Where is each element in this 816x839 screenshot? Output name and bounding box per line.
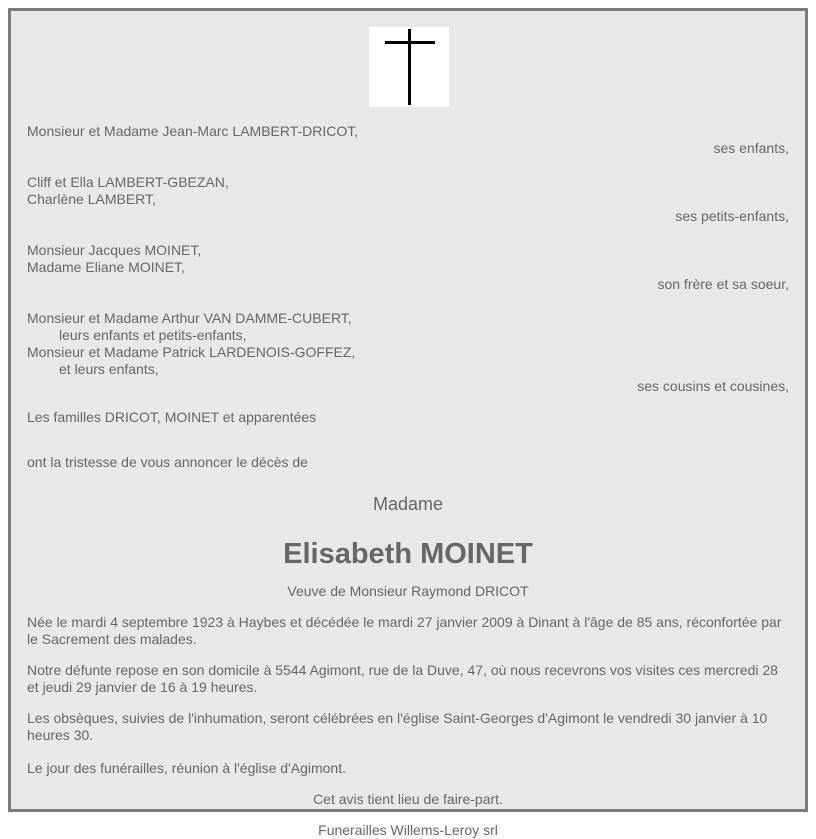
family-role: ses cousins et cousines, [637,378,789,394]
family-line: Monsieur et Madame Patrick LARDENOIS-GOFFEZ, [27,344,356,360]
announce-text: ont la tristesse de vous annoncer le décès de [27,454,308,470]
honorific: Madame [372,494,444,514]
cross-icon [369,27,449,107]
death-notice-card [8,8,808,838]
birth-death-paragraph: Née le mardi 4 septembre 1923 à Haybes et décédée le mardi 27 janvier 2009 à Dinant à l'âge de 85 ans, réconfortée par le Sacrement des malades. [27,614,782,647]
family-line: et leurs enfants, [59,361,159,377]
notice-content [27,123,789,839]
family-role: ses enfants, [713,140,789,156]
funeral-home: Funerailles Willems-Leroy srl [318,822,498,838]
family-line: Monsieur Jacques MOINET, [27,242,202,258]
meeting-paragraph: Le jour des funérailles, réunion à l'église d'Agimont. [27,760,346,776]
family-line: Les familles DRICOT, MOINET et apparentées [27,409,317,425]
family-line: Cliff et Ella LAMBERT-GBEZAN, [27,174,229,190]
family-line: leurs enfants et petits-enfants, [59,327,247,343]
deceased-name: Elisabeth MOINET [283,538,533,570]
family-line: Monsieur et Madame Jean-Marc LAMBERT-DRICOT, [27,123,359,139]
family-role: ses petits-enfants, [675,208,789,224]
family-line: Monsieur et Madame Arthur VAN DAMME-CUBERT, [27,310,352,326]
family-line: Madame Eliane MOINET, [27,259,185,275]
widow-of: Veuve de Monsieur Raymond DRICOT [287,583,529,599]
family-role: son frère et sa soeur, [657,276,789,292]
notice-statement: Cet avis tient lieu de faire-part. [313,791,503,807]
family-line: Charlène LAMBERT, [27,191,156,207]
funeral-paragraph: Les obsèques, suivies de l'inhumation, seront célébrées en l'église Saint-Georges d'Agimont le vendredi 30 janvier à 10 heures 30. [27,710,768,743]
rests-paragraph: Notre défunte repose en son domicile à 5544 Agimont, rue de la Duve, 47, où nous recevrons vos visites ces mercredi 28 et jeudi 29 janvier de 16 à 19 heures. [27,662,778,695]
